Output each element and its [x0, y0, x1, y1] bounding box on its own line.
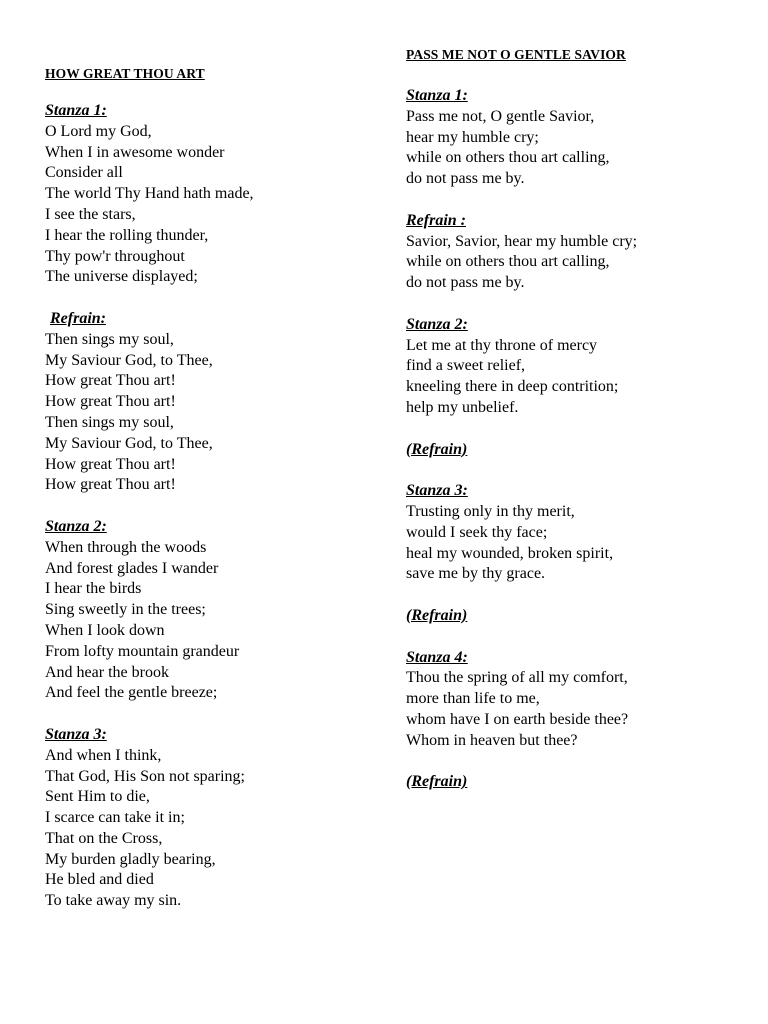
refrain-reference-heading: (Refrain) — [406, 773, 468, 791]
lyric-line: Savior, Savior, hear my humble cry; — [406, 232, 638, 250]
stanza-heading: Stanza 3: — [45, 725, 107, 743]
lyric-line: How great Thou art! — [45, 476, 176, 494]
lyric-line: I scarce can take it in; — [45, 809, 185, 827]
lyric-line: heal my wounded, broken spirit, — [406, 544, 614, 562]
lyric-line: The world Thy Hand hath made, — [45, 185, 254, 203]
lyric-line: Pass me not, O gentle Savior, — [406, 107, 595, 125]
stanza-3 — [45, 725, 254, 912]
lyric-line: while on others thou art calling, — [406, 253, 610, 271]
lyric-line: And forest glades I wander — [45, 559, 219, 577]
lyric-line: The universe displayed; — [45, 268, 198, 286]
lyric-line: while on others thou art calling, — [406, 149, 610, 167]
lyric-line: Sent Him to die, — [45, 788, 150, 806]
lyric-line: And when I think, — [45, 746, 162, 764]
lyric-line: do not pass me by. — [406, 170, 525, 188]
lyric-line: do not pass me by. — [406, 274, 525, 292]
lyric-line: Then sings my soul, — [45, 413, 174, 431]
refrain-heading: Refrain: — [50, 309, 106, 327]
stanza-heading: Stanza 2: — [45, 517, 107, 535]
stanza-heading: Stanza 1: — [45, 102, 107, 119]
lyric-line: That God, His Son not sparing; — [45, 767, 245, 785]
stanza-heading: Stanza 1: — [406, 87, 468, 104]
lyric-line: I see the stars, — [45, 205, 136, 223]
lyric-line: To take away my sin. — [45, 892, 182, 910]
refrain — [45, 309, 254, 496]
song-body-pass-me-not — [406, 86, 637, 814]
lyric-line: kneeling there in deep contrition; — [406, 378, 619, 396]
stanza-heading: Stanza 4: — [406, 648, 468, 666]
lyric-line: I hear the birds — [45, 580, 142, 598]
lyric-line: How great Thou art! — [45, 455, 176, 473]
lyric-line: I hear the rolling thunder, — [45, 226, 209, 244]
refrain-reference — [406, 772, 637, 793]
stanza-2 — [45, 517, 254, 704]
lyric-line: O Lord my God, — [45, 122, 152, 140]
lyric-line: And feel the gentle breeze; — [45, 684, 218, 702]
lyric-line: And hear the brook — [45, 663, 169, 681]
lyric-line: help my unbelief. — [406, 398, 519, 416]
refrain — [406, 211, 637, 294]
lyric-line: Let me at thy throne of mercy — [406, 336, 598, 354]
song-body-how-great-thou-art — [45, 101, 254, 933]
lyric-line: That on the Cross, — [45, 829, 163, 847]
refrain-heading: Refrain : — [406, 211, 466, 229]
lyric-line: From lofty mountain grandeur — [45, 642, 240, 660]
lyric-line: How great Thou art! — [45, 372, 176, 390]
lyric-line: How great Thou art! — [45, 393, 176, 411]
stanza-3 — [406, 481, 637, 585]
stanza-4 — [406, 648, 637, 752]
stanza-2 — [406, 315, 637, 419]
stanza-heading: Stanza 3: — [406, 482, 468, 500]
refrain-reference — [406, 440, 637, 461]
lyric-line: find a sweet relief, — [406, 357, 526, 375]
lyric-line: Thy pow'r throughout — [45, 247, 185, 265]
lyric-line: Sing sweetly in the trees; — [45, 601, 206, 619]
lyric-line: Then sings my soul, — [45, 330, 174, 348]
lyric-line: My Saviour God, to Thee, — [45, 351, 213, 369]
refrain-reference-heading: (Refrain) — [406, 606, 468, 624]
lyric-line: whom have I on earth beside thee? — [406, 710, 629, 728]
lyric-line: Thou the spring of all my comfort, — [406, 669, 628, 687]
lyric-line: Whom in heaven but thee? — [406, 731, 578, 749]
refrain-reference-heading: (Refrain) — [406, 440, 468, 458]
lyric-line: When I in awesome wonder — [45, 143, 225, 161]
lyric-line: hear my humble cry; — [406, 128, 539, 146]
lyric-line: Consider all — [45, 164, 123, 182]
lyric-line: would I seek thy face; — [406, 523, 548, 541]
stanza-1 — [406, 86, 637, 190]
lyric-line: more than life to me, — [406, 690, 540, 708]
lyric-line: save me by thy grace. — [406, 565, 546, 583]
song-title-how-great-thou-art: HOW GREAT THOU ART — [45, 66, 205, 81]
stanza-heading: Stanza 2: — [406, 315, 468, 333]
lyric-line: When through the woods — [45, 538, 207, 556]
lyric-line: Trusting only in thy merit, — [406, 502, 575, 520]
song-title-pass-me-not: PASS ME NOT O GENTLE SAVIOR — [406, 47, 626, 62]
lyric-line: My Saviour God, to Thee, — [45, 434, 213, 452]
lyric-line: He bled and died — [45, 871, 154, 889]
stanza-1 — [45, 101, 254, 288]
refrain-reference — [406, 606, 637, 627]
lyric-line: When I look down — [45, 621, 165, 639]
lyric-line: My burden gladly bearing, — [45, 850, 216, 868]
